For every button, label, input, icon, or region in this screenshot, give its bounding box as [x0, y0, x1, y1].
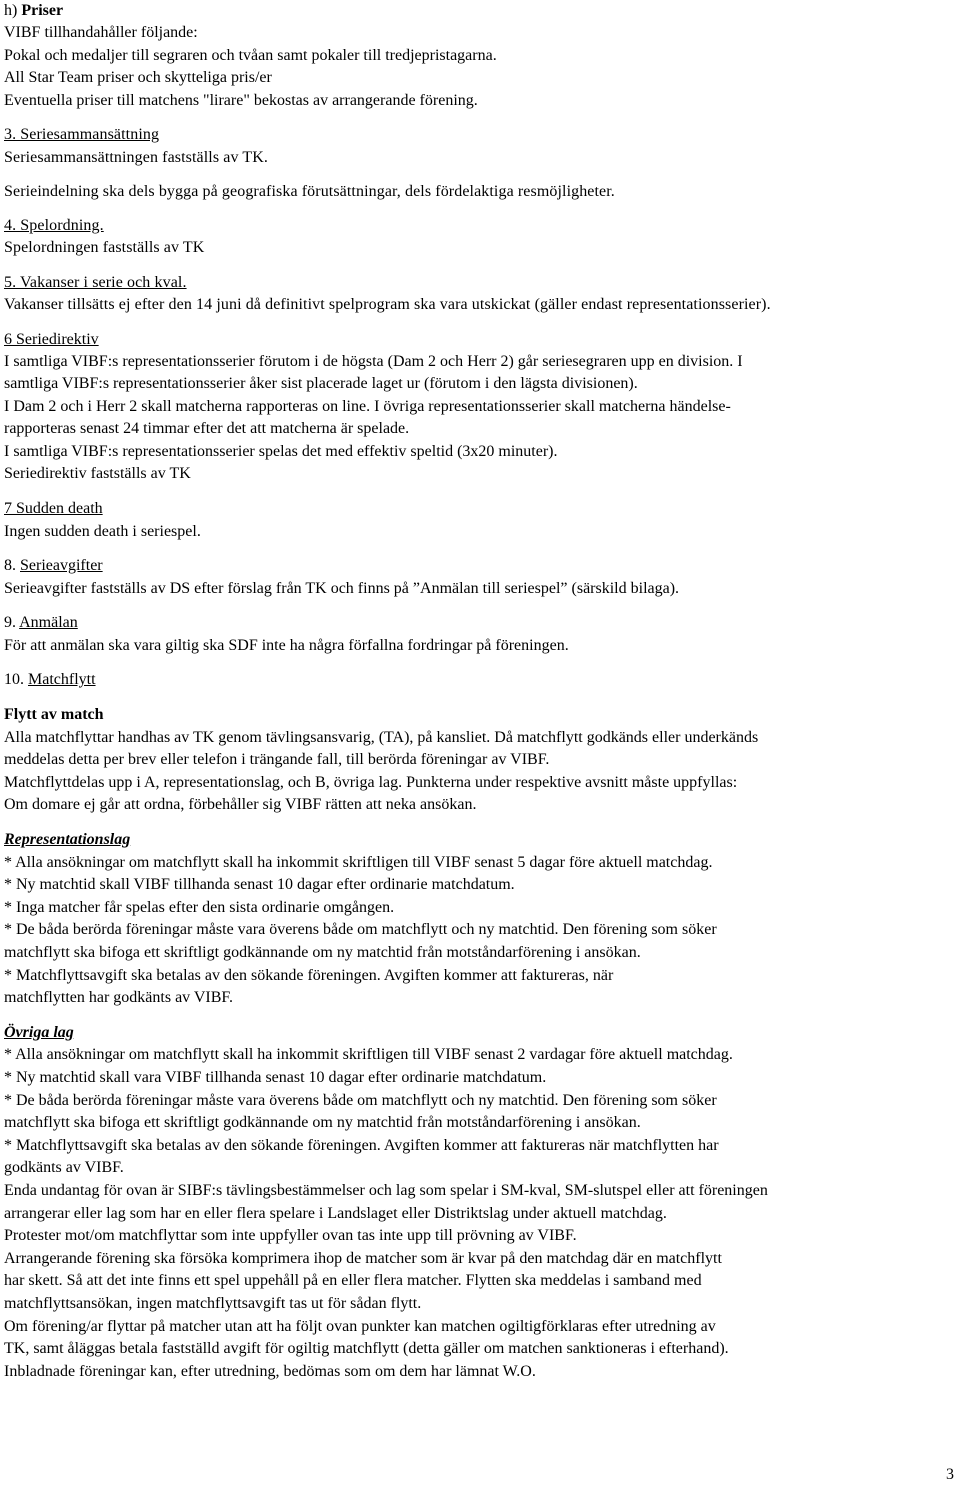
- section-4-heading: 4. Spelordning.: [4, 217, 104, 234]
- ovriga-line: arrangerar eller lag som har en eller flera spelare i Landslaget eller Distriktslag under aktuell matchdag.: [4, 1205, 667, 1222]
- flytt-line: meddelas detta per brev eller telefon i trängande fall, till berörda föreningar av VIBF.: [4, 751, 550, 768]
- ovriga-line: godkänts av VIBF.: [4, 1159, 124, 1176]
- section-8-heading-line: [4, 555, 103, 577]
- priser-line: VIBF tillhandahåller följande:: [4, 24, 198, 41]
- ovriga-line: Om förening/ar flyttar på matcher utan att ha följt ovan punkter kan matchen ogiltigförklaras efter utredning av: [4, 1318, 716, 1335]
- priser-heading: Priser: [21, 2, 64, 19]
- repr-line: * Ny matchtid skall VIBF tillhanda senast 10 dagar efter ordinarie matchdatum.: [4, 876, 515, 893]
- ovriga-line: matchflytt ska bifoga ett skriftligt godkännande om ny matchtid från motståndarförening i ansökan.: [4, 1114, 641, 1131]
- repr-line: matchflytten har godkänts av VIBF.: [4, 989, 234, 1006]
- priser-line: Pokal och medaljer till segraren och tvåan samt pokaler till tredjepristagarna.: [4, 47, 497, 64]
- ovriga-line: * De båda berörda föreningar måste vara överens både om matchflytt och ny matchtid. Den förening som söker: [4, 1092, 717, 1109]
- section-9-heading: Anmälan: [19, 614, 78, 631]
- ovriga-line: * Alla ansökningar om matchflytt skall ha inkommit skriftligen till VIBF senast 2 vardagar före aktuell matchdag.: [4, 1046, 733, 1063]
- repr-line: * Matchflyttsavgift ska betalas av den sökande föreningen. Avgiften kommer att faktureras, när: [4, 967, 614, 984]
- section-9-number: 9.: [4, 614, 20, 631]
- ovriga-line: matchflyttsansökan, ingen matchflyttsavgift tas ut för sådan flytt.: [4, 1295, 422, 1312]
- flytt-line: Matchflyttdelas upp i A, representationslag, och B, övriga lag. Punkterna under respektive avsnitt måste uppfyllas:: [4, 774, 738, 791]
- section-8-line: Serieavgifter fastställs av DS efter förslag från TK och finns på ”Anmälan till seriespel” (särskild bilaga).: [4, 580, 680, 597]
- section-9-heading-line: [4, 612, 78, 634]
- ovriga-heading: Övriga lag: [4, 1024, 74, 1041]
- section-3-heading: 3. Seriesammansättning: [4, 126, 160, 143]
- section-5-heading: 5. Vakanser i serie och kval.: [4, 274, 187, 291]
- section-7-line: Ingen sudden death i seriespel.: [4, 523, 201, 540]
- ovriga-line: * Matchflyttsavgift ska betalas av den sökande föreningen. Avgiften kommer att faktureras när matchflytten har: [4, 1137, 719, 1154]
- priser-line: All Star Team priser och skytteliga pris/er: [4, 69, 272, 86]
- section-3-line: Serieindelning ska dels bygga på geografiska förutsättningar, dels fördelaktiga resmöjligheter.: [4, 183, 615, 200]
- repr-line: * Inga matcher får spelas efter den sista ordinarie omgången.: [4, 899, 395, 916]
- repr-line: * Alla ansökningar om matchflytt skall ha inkommit skriftligen till VIBF senast 5 dagar före aktuell matchdag.: [4, 854, 713, 871]
- repr-line: * De båda berörda föreningar måste vara överens både om matchflytt och ny matchtid. Den förening som söker: [4, 921, 717, 938]
- section-6-line: I samtliga VIBF:s representationsserier spelas det med effektiv speltid (3x20 minuter).: [4, 443, 558, 460]
- priser-heading-line: [4, 0, 63, 22]
- ovriga-line: Arrangerande förening ska försöka komprimera ihop de matcher som är kvar på den matchdag där en matchflytt: [4, 1250, 722, 1267]
- section-6-line: I Dam 2 och i Herr 2 skall matcherna rapporteras on line. I övriga representationsserier skall matcherna händelse-: [4, 398, 731, 415]
- priser-line: Eventuella priser till matchens "lirare" bekostas av arrangerande förening.: [4, 92, 478, 109]
- page-number: 3: [946, 1466, 954, 1483]
- section-10-heading: Matchflytt: [28, 671, 96, 688]
- ovriga-line: * Ny matchtid skall vara VIBF tillhanda senast 10 dagar efter ordinarie matchdatum.: [4, 1069, 547, 1086]
- repr-line: matchflytt ska bifoga ett skriftligt godkännande om ny matchtid från motståndarförening i ansökan.: [4, 944, 641, 961]
- section-5-line: Vakanser tillsätts ej efter den 14 juni då definitivt spelprogram ska vara utskickat (gäller endast representationsserier).: [4, 296, 771, 313]
- section-10-number: 10.: [4, 671, 28, 688]
- section-6-heading: 6 Seriedirektiv: [4, 331, 99, 348]
- flytt-heading: Flytt av match: [4, 706, 104, 723]
- priser-prefix: h): [4, 2, 22, 19]
- repr-heading: Representationslag: [4, 831, 131, 848]
- ovriga-line: Protester mot/om matchflyttar som inte uppfyller ovan tas inte upp till prövning av VIBF.: [4, 1227, 577, 1244]
- section-8-number: 8.: [4, 557, 20, 574]
- section-6-line: I samtliga VIBF:s representationsserier förutom i de högsta (Dam 2 och Herr 2) går seriesegraren upp en division. I: [4, 353, 743, 370]
- section-6-line: samtliga VIBF:s representationsserier åker sist placerade laget ur (förutom i den lägsta divisionen).: [4, 375, 638, 392]
- section-7-heading: 7 Sudden death: [4, 500, 103, 517]
- section-6-line: Seriedirektiv fastställs av TK: [4, 465, 191, 482]
- section-8-heading: Serieavgifter: [20, 557, 103, 574]
- ovriga-line: Inbladnade föreningar kan, efter utredning, bedömas som om dem har lämnat W.O.: [4, 1363, 536, 1380]
- ovriga-line: Enda undantag för ovan är SIBF:s tävlingsbestämmelser och lag som spelar i SM-kval, SM-slutspel eller att föreningen: [4, 1182, 768, 1199]
- section-9-line: För att anmälan ska vara giltig ska SDF inte ha några förfallna fordringar på föreningen.: [4, 637, 569, 654]
- section-6-line: rapporteras senast 24 timmar efter det att matcherna är spelade.: [4, 420, 410, 437]
- section-3-line: Seriesammansättningen fastställs av TK.: [4, 149, 268, 166]
- ovriga-line: TK, samt åläggas betala fastställd avgift för ogiltig matchflytt (detta gäller om matchen sanktioneras i efterhand).: [4, 1340, 729, 1357]
- flytt-line: Om domare ej går att ordna, förbehåller sig VIBF rätten att neka ansökan.: [4, 796, 477, 813]
- flytt-line: Alla matchflyttar handhas av TK genom tävlingsansvarig, (TA), på kansliet. Då matchflytt godkänds eller underkänds: [4, 729, 759, 746]
- section-4-line: Spelordningen fastställs av TK: [4, 239, 205, 256]
- section-10-heading-line: [4, 669, 96, 691]
- ovriga-line: har skett. Så att det inte finns ett spel uppehåll på en eller flera matcher. Flytten ska meddelas i samband med: [4, 1272, 702, 1289]
